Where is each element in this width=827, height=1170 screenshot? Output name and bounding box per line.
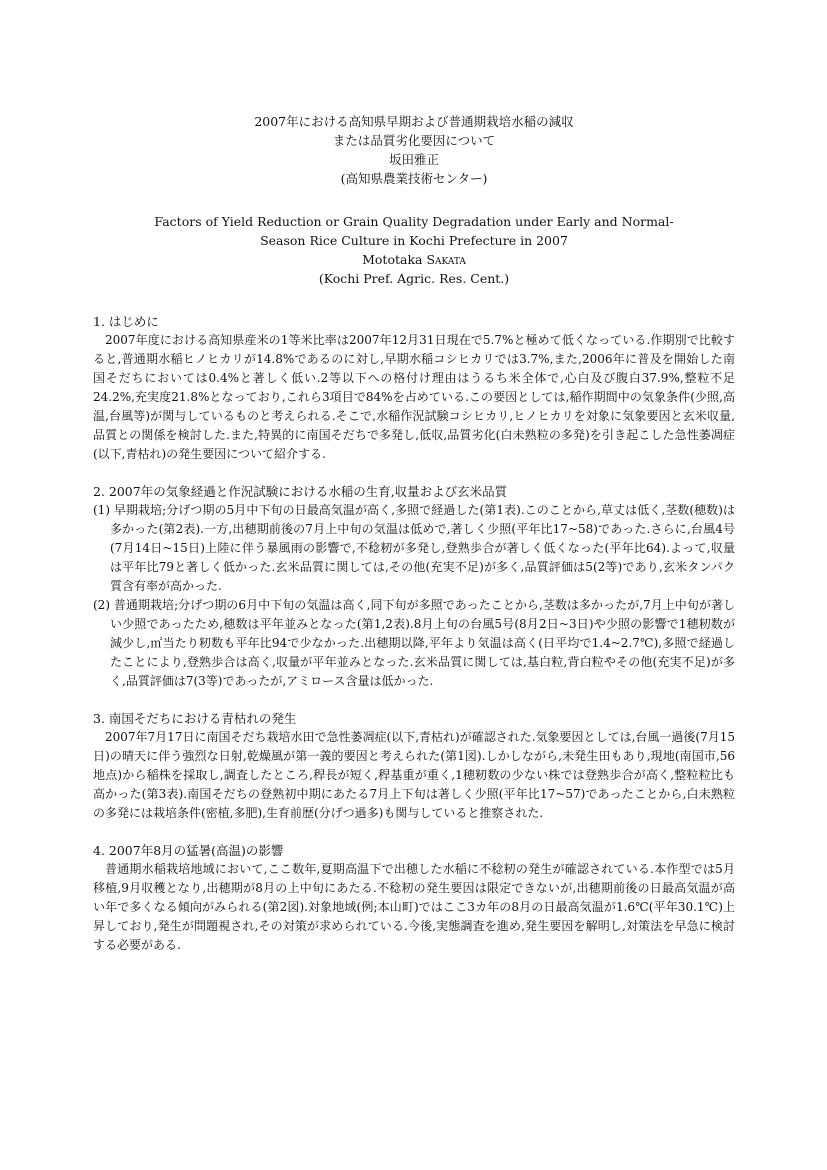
section-paragraph: 2007年7月17日に南国そだち栽培水田で急性萎凋症(以下,青枯れ)が確認された.気象要因としては,台風一過後(7月15日)の晴天に伴う強烈な日射,乾燥風が第一義的要因と考えられた(第1図).しかしながら,未発生田もあり,現地(南国市,56地点)から稲株を採取し,調査したところ,稈長が短く,稈基重が重く,1穂籾数の少ない株では登熟歩合が高く,整粒粒比も高かった(第3表).南国そだちの登熟初中期にあたる7月上下旬は著しく少照(平年比17~57)であったことから,白未熟粒の多発には栽培条件(密植,多肥),生育前歴(分げつ過多)も関与していると推察された.: [93, 730, 735, 820]
title-block-en: [93, 212, 735, 288]
list-item-normal-season: (2) 普通期栽培;分げつ期の6月中下旬の気温は高く,同下旬が多照であったことから,茎数は多かったが,7月上中旬が著しい少照であったため,穂数は平年並みとなった(第1,2表).8月上旬の台風5号(8月2日~3日)や少照の影響で1穂籾数が減少し,㎡当たり籾数も平年比94で少なかった.出穂期以降,平年より気温は高く(日平均で1.4~2.7℃),多照で経過したことにより,登熟歩合は高く,収量が平年並みとなった.玄米品質に関しては,基白粒,背白粒やその他(充実不足)が多く,品質評価は7(3等)であったが,アミロース含量は低かった.: [93, 598, 735, 688]
section-heading: 4. 2007年8月の猛暑(高温)の影響: [93, 843, 284, 858]
author-en: [93, 250, 735, 269]
title-block-ja: [93, 112, 735, 188]
section-introduction: [93, 312, 735, 464]
title-ja-line1: 2007年における高知県早期および普通期栽培水稲の減収: [254, 114, 574, 129]
paper-page: [93, 112, 735, 955]
author-en-family: Sakata: [426, 252, 466, 267]
list-item-early-season: (1) 早期栽培;分げつ期の5月中下旬の日最高気温が高く,多照で経過した(第1表).このことから,草丈は低く,茎数(穂数)は多かった(第2表).一方,出穂期前後の7月上中旬の気温は低めで,著しく少照(平年比17~58)であった.さらに,台風4号(7月14日~15日)上陸に伴う暴風雨の影響で,不稔籾が多発し,登熟歩合が著しく低くなった(平年比64).よって,収量は平年比79と著しく低かった.玄米品質に関しては,その他(充実不足)が多く,品質評価は5(2等)であり,玄米タンパク質含有率が高かった.: [93, 503, 735, 593]
section-heat-august: [93, 841, 735, 955]
title-ja-line2: または品質劣化要因について: [332, 133, 496, 148]
section-heading: 3. 南国そだちにおける青枯れの発生: [93, 711, 297, 726]
affiliation-ja: (高知県農業技術センター): [340, 171, 488, 186]
section-paragraph: 2007年度における高知県産米の1等米比率は2007年12月31日現在で5.7%と極めて低くなっている.作期別で比較すると,普通期水稲ヒノヒカリが14.8%であるのに対し,早期水稲コシヒカリでは3.7%,また,2006年に普及を開始した南国そだちにおいては0.4%と著しく低い.2等以下への格付け理由はうるち米全体で,心白及び腹白37.9%,整粒不足24.2%,充実度21.8%となっており,これら3項目で84%を占めている.この要因としては,稲作期間中の気象条件(少照,高温,台風等)が関与しているものと考えられる.そこで,水稲作況試験コシヒカリ,ヒノヒカリを対象に気象要因と玄米収量,品質との関係を検討した.また,特異的に南国そだちで多発し,低収,品質劣化(白未熟粒の多発)を引き起こした急性萎凋症(以下,青枯れ)の発生要因について紹介する.: [93, 333, 735, 461]
title-en-line2: Season Rice Culture in Kochi Prefecture in 2007: [260, 233, 568, 248]
section-heading: 1. はじめに: [93, 314, 159, 329]
section-weather-growth: [93, 482, 735, 691]
author-ja: 坂田雅正: [388, 152, 439, 167]
title-en-line1: Factors of Yield Reduction or Grain Quality Degradation under Early and Normal-: [154, 214, 674, 229]
section-aogare: [93, 709, 735, 823]
author-en-given: Mototaka: [362, 252, 427, 267]
section-paragraph: 普通期水稲栽培地域において,ここ数年,夏期高温下で出穂した水稲に不稔籾の発生が確認されている.本作型では5月移植,9月収穫となり,出穂期が8月の上中旬にあたる.不稔籾の発生要因は限定できないが,出穂期前後の日最高気温が高い年で多くなる傾向がみられる(第2図).対象地域(例;本山町)ではここ3カ年の8月の日最高気温が1.6℃(平年30.1℃)上昇しており,発生が問題視され,その対策が求められている.今後,実態調査を進め,発生要因を解明し,対策法を早急に検討する必要がある.: [93, 862, 735, 952]
affiliation-en: (Kochi Pref. Agric. Res. Cent.): [318, 271, 510, 286]
section-heading: 2. 2007年の気象経過と作況試験における水稲の生育,収量および玄米品質: [93, 484, 508, 499]
